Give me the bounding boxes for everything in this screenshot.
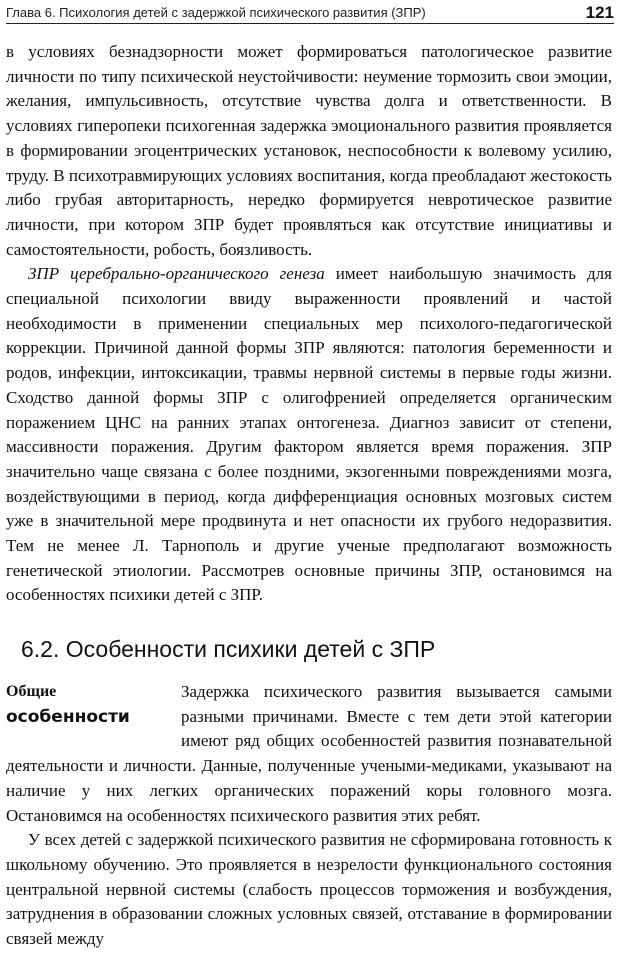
- running-header: [6, 3, 614, 24]
- chapter-title: Глава 6. Психология детей с задержкой психического развития (ЗПР): [6, 5, 426, 20]
- section-text: [6, 680, 612, 952]
- paragraph: [6, 40, 612, 262]
- side-heading-line1: Общие: [6, 683, 57, 700]
- section-heading: 6.2. Особенности психики детей с ЗПР: [21, 636, 436, 662]
- paragraph-text: в условиях безнадзорности может формироваться патологическое развитие личности по типу психической неустойчивости: неумение тормозить свои эмоции, желания, импульсивность, отсутствие чувства долга и ответственности. В условиях гиперопеки психогенная задержка эмоционального развития проявляется в формировании эгоцентрических установок, неспособности к волевому усилию, труду. В психотравмирующих условиях воспитания, когда преобладают жестокость либо грубая авторитарность, нередко формируется невротическое развитие личности, при котором ЗПР будет проявляться как отсутствие инициативы и самостоятельности, робость, боязливость.: [6, 42, 612, 259]
- side-heading-line2: особенности: [6, 706, 130, 727]
- paragraph-text: Задержка психического развития вызывается самыми разными причинами. Вместе с тем дети этой категории имеют ряд общих особенностей развития познавательной деятельности и личности. Данные, полученные учеными-медиками, указывают на наличие у них легких органических поражений коры головного мозга. Остановимся на особенностях психического развития этих ребят.: [6, 682, 612, 825]
- page-number: 121: [585, 3, 614, 22]
- paragraph: [6, 828, 612, 952]
- paragraph: [6, 262, 612, 608]
- paragraph-text: имеет наибольшую значимость для специальной психологии ввиду выраженности проявлений и частой необходимости в применении специальных мер психолого-педагогической коррекции. Причиной данной формы ЗПР являются: патология беременности и родов, инфекции, интоксикации, травмы нервной системы в первые годы жизни. Сходство данной формы ЗПР с олигофренией определяется органическим поражением ЦНС на ранних этапах онтогенеза. Диагноз зависит от степени, массивности поражения. Другим фактором является время поражения. ЗПР значительно чаще связана с более поздними, экзогенными повреждениями мозга, воздействующими в период, когда дифференциация основных мозговых систем уже в значительной мере продвинута и нет опасности их грубого недоразвития. Тем не менее Л. Тарнополь и другие ученые предполагают возможность генетической этиологии. Рассмотрев основные причины ЗПР, остановимся на особенностях психики детей с ЗПР.: [6, 264, 612, 605]
- side-heading: [6, 680, 181, 752]
- emphasized-term: ЗПР церебрально-органического генеза: [28, 264, 325, 284]
- body-text: [6, 40, 612, 608]
- paragraph-text: У всех детей с задержкой психического развития не сформирована готовность к школьному обучению. Это проявляется в незрелости функционального состояния центральной нервной системы (слабость процессов торможения и возбуждения, затруднения в образовании сложных условных связей, отставание в формировании связей между: [6, 830, 612, 949]
